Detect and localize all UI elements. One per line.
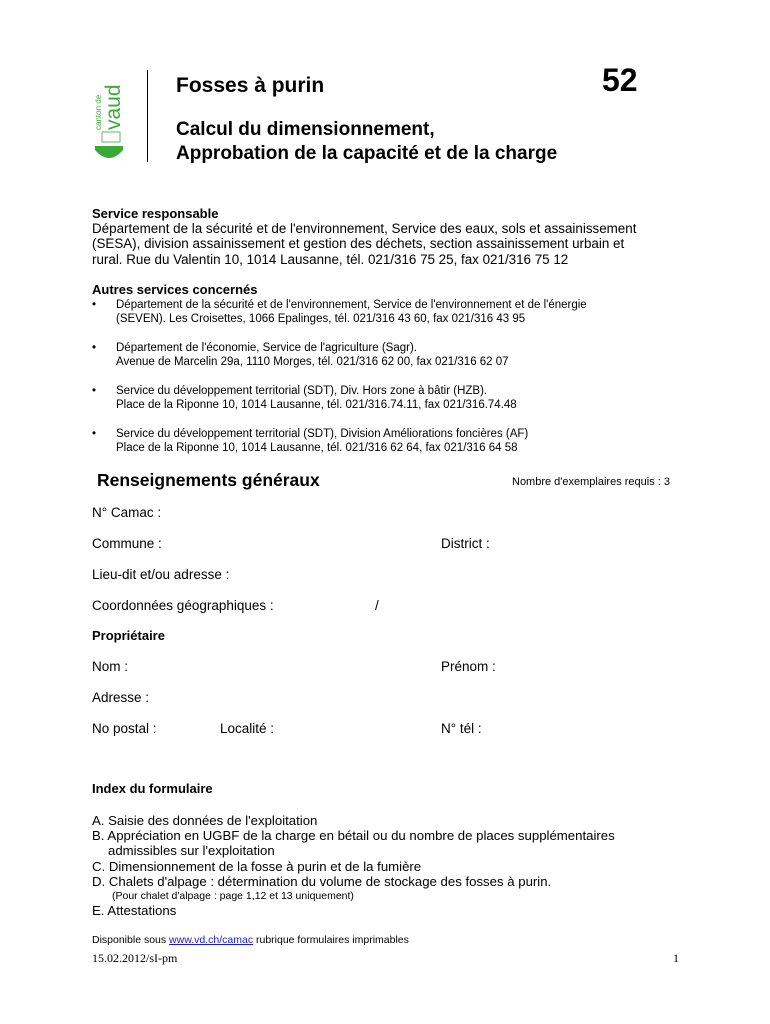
index-item-c: C. Dimensionnement de la fosse à purin et de la fumière	[92, 859, 422, 874]
camac-label: N° Camac :	[92, 505, 162, 520]
service-line-2: (SESA), division assainissement et gestion des déchets, section assainissement urbain et	[92, 236, 625, 252]
footer-date: 15.02.2012/sI-pm	[92, 951, 178, 965]
index-item-d-note: (Pour chalet d'alpage : page 1,12 et 13 uniquement)	[112, 890, 354, 902]
header-divider	[147, 70, 148, 162]
index-item-d: D. Chalets d'alpage : détermination du volume de stockage des fosses à purin.	[92, 874, 552, 889]
item-line-1: Département de la sécurité et de l'environnement, Service de l'environnement et de l'énergie	[116, 299, 587, 311]
subtitle-line-2: Approbation de la capacité et de la charge	[176, 143, 558, 164]
lieu-dit-label: Lieu-dit et/ou adresse :	[92, 567, 230, 582]
canton-vaud-logo	[92, 68, 124, 164]
coordinates-label: Coordonnées géographiques :	[92, 598, 274, 613]
others-heading: Autres services concernés	[92, 282, 258, 297]
form-subtitle	[176, 118, 557, 166]
item-line-1: Département de l'économie, Service de l'agriculture (Sagr).	[116, 342, 417, 354]
index-heading: Index du formulaire	[92, 781, 213, 796]
footer-suffix: rubrique formulaires imprimables	[253, 934, 409, 946]
owner-heading: Propriétaire	[92, 628, 165, 643]
service-heading: Service responsable	[92, 206, 219, 221]
index-item-b-cont: admissibles sur l'exploitation	[108, 843, 275, 858]
tel-label: N° tél :	[441, 721, 482, 736]
camac-link[interactable]: www.vd.ch/camac	[169, 934, 254, 946]
postal-label: No postal :	[92, 721, 157, 736]
item-line-2: Avenue de Marcelin 29a, 1110 Morges, tél. 021/316 62 00, fax 021/316 62 07	[116, 356, 509, 368]
district-label: District :	[441, 536, 490, 551]
bullet: •	[92, 428, 97, 440]
item-line-2: Place de la Riponne 10, 1014 Lausanne, tél. 021/316.74.11, fax 021/316.74.48	[116, 399, 517, 411]
subtitle-line-1: Calcul du dimensionnement,	[176, 119, 435, 140]
index-item-b: B. Appréciation en UGBF de la charge en bétail ou du nombre de places supplémentaires	[92, 828, 615, 843]
logo-canton-text: canton de	[94, 94, 103, 130]
prenom-label: Prénom :	[441, 659, 496, 674]
item-line-2: (SEVEN). Les Croisettes, 1066 Epalinges, tél. 021/316 43 60, fax 021/316 43 95	[116, 313, 526, 325]
localite-label: Localité :	[220, 721, 275, 736]
copies-required: Nombre d'exemplaires requis : 3	[512, 476, 671, 488]
index-item-a: A. Saisie des données de l'exploitation	[92, 813, 318, 828]
bullet: •	[92, 385, 97, 397]
general-heading: Renseignements généraux	[97, 470, 320, 490]
form-title: Fosses à purin	[176, 74, 325, 97]
coordinates-separator: /	[375, 598, 379, 613]
form-number: 52	[602, 62, 638, 98]
logo-name-text: vaud	[102, 84, 124, 130]
bullet: •	[92, 342, 97, 354]
index-item-e: E. Attestations	[92, 903, 177, 918]
footer-availability	[92, 934, 409, 946]
adresse-label: Adresse :	[92, 690, 150, 705]
item-line-2: Place de la Riponne 10, 1014 Lausanne, tél. 021/316 62 64, fax 021/316 64 58	[116, 442, 518, 454]
service-line-1: Département de la sécurité et de l'environnement, Service des eaux, sols et assainissement	[92, 221, 637, 236]
nom-label: Nom :	[92, 659, 129, 674]
item-line-1: Service du développement territorial (SDT), Div. Hors zone à bâtir (HZB).	[116, 385, 488, 397]
bullet: •	[92, 299, 97, 311]
service-text	[92, 221, 680, 267]
page-number: 1	[673, 951, 679, 965]
footer-prefix: Disponible sous	[92, 934, 170, 946]
service-line-3: rural. Rue du Valentin 10, 1014 Lausanne, tél. 021/316 75 25, fax 021/316 75 12	[92, 251, 569, 267]
commune-label: Commune :	[92, 536, 162, 551]
item-line-1: Service du développement territorial (SDT), Division Améliorations foncières (AF)	[116, 428, 529, 440]
